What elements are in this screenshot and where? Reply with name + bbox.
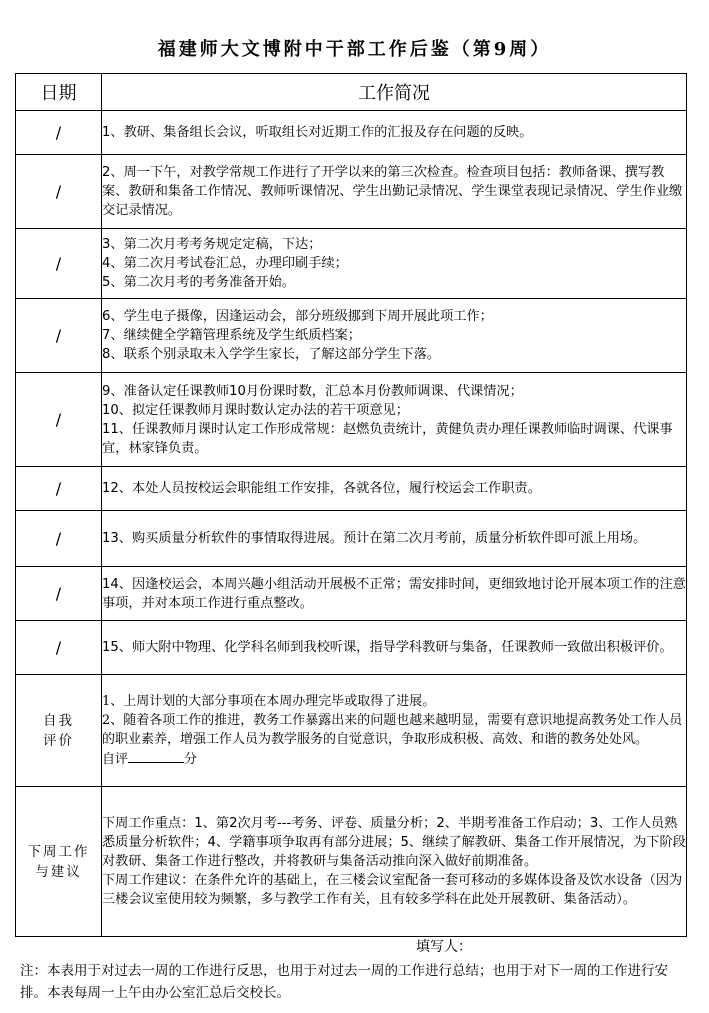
row-date: / bbox=[16, 511, 102, 567]
table-row bbox=[16, 467, 687, 511]
work-log-table bbox=[15, 73, 687, 937]
row-line: 9、准备认定任课教师10月份课时数，汇总本月份教师调课、代课情况； bbox=[102, 383, 523, 399]
table-row bbox=[16, 511, 687, 567]
table-row bbox=[16, 299, 687, 373]
row-line: 7、继续健全学籍管理系统及学生纸质档案； bbox=[102, 328, 361, 343]
row-content bbox=[102, 229, 687, 299]
row-content bbox=[102, 567, 687, 621]
row-line: 6、学生电子摄像，因逢运动会，部分班级挪到下周开展此项工作； bbox=[102, 309, 493, 324]
next-week-label bbox=[16, 787, 102, 937]
row-line: 8、联系个别录取未入学学生家长，了解这部分学生下落。 bbox=[102, 347, 441, 362]
filled-by-label: 填写人： bbox=[416, 939, 472, 955]
row-line: 15、师大附中物理、化学科名师到我校听课，指导学科教研与集备，任课教师一致做出积极评价。 bbox=[102, 640, 673, 655]
next-week-line: 下周工作重点：1、第2次月考---考务、评卷、质量分析；2、半期考准备工作启动；3、工作人员熟悉质量分析软件；4、学籍事项争取再有部分进展；5、继续了解教研、集备工作开展情况，为下阶段对教研、集备工作进行整改，并将教研与集备活动推向深入做好前期准备。 bbox=[102, 816, 686, 869]
self-evaluation-label-line: 评价 bbox=[43, 732, 74, 749]
row-line: 11、任课教师月课时认定工作形成常规：赵燃负责统计，黄健负责办理任课教师临时调课、代课事宜，林家锋负责。 bbox=[102, 421, 673, 456]
row-line: 2、周一下午，对教学常规工作进行了开学以来的第三次检查。检查项目包括：教师备课、撰写教案、教研和集备工作情况、教师听课情况、学生出勤记录情况、学生课堂表现记录情况、学生作业缴交记录情况。 bbox=[102, 165, 683, 218]
table-row bbox=[16, 621, 687, 675]
self-score-blank[interactable] bbox=[128, 749, 184, 763]
row-content bbox=[102, 511, 687, 567]
next-week-row bbox=[16, 787, 687, 937]
self-evaluation-content bbox=[102, 675, 687, 787]
next-week-content bbox=[102, 787, 687, 937]
row-line: 1、教研、集备组长会议，听取组长对近期工作的汇报及存在问题的反映。 bbox=[102, 125, 533, 140]
row-content bbox=[102, 155, 687, 229]
footer-note: 注：本表用于对过去一周的工作进行反思，也用于对过去一周的工作进行总结；也用于对下一周的工作进行安排。本表每周一上午由办公室汇总后交校长。 bbox=[20, 963, 668, 1001]
table-row bbox=[16, 155, 687, 229]
row-date: / bbox=[16, 467, 102, 511]
self-score-line bbox=[102, 749, 686, 769]
table-header-row bbox=[16, 74, 687, 111]
row-line: 13、购买质量分析软件的事情取得进展。预计在第二次月考前，质量分析软件即可派上用场。 bbox=[102, 531, 647, 546]
row-date: / bbox=[16, 155, 102, 229]
self-score-prefix: 自评 bbox=[102, 752, 129, 767]
row-date: / bbox=[16, 299, 102, 373]
row-line: 10、拟定任课教师月课时数认定办法的若干项意见； bbox=[102, 402, 409, 418]
self-evaluation-label-line: 自我 bbox=[43, 712, 74, 729]
row-line: 14、因逢校运会，本周兴趣小组活动开展极不正常；需安排时间，更细致地讨论开展本项工作的注意事项，并对本项工作进行重点整改。 bbox=[102, 576, 686, 611]
row-line: 12、本处人员按校运会职能组工作安排，各就各位，履行校运会工作职责。 bbox=[102, 481, 541, 496]
next-week-label-line: 与建议 bbox=[35, 863, 82, 880]
table-row bbox=[16, 373, 687, 467]
next-week-line: 下周工作建议：在条件允许的基础上，在三楼会议室配备一套可移动的多媒体设备及饮水设备（因为三楼会议室使用较为频繁，多与教学工作有关，且有较多学科在此处开展教研、集备活动）。 bbox=[102, 873, 683, 907]
table-row bbox=[16, 567, 687, 621]
row-date: / bbox=[16, 111, 102, 155]
row-line: 5、第二次月考的考务准备开始。 bbox=[102, 275, 296, 290]
row-date: / bbox=[16, 373, 102, 467]
next-week-label-line: 下周工作 bbox=[27, 843, 90, 860]
row-line: 3、第二次月考考务规定定稿，下达； bbox=[102, 237, 322, 252]
row-content bbox=[102, 373, 687, 467]
row-content bbox=[102, 467, 687, 511]
table-row bbox=[16, 229, 687, 299]
row-content bbox=[102, 111, 687, 155]
page-title: 福建师大文博附中干部工作后鉴（第9周） bbox=[157, 39, 552, 60]
header-date: 日期 bbox=[16, 74, 102, 111]
row-date: / bbox=[16, 229, 102, 299]
self-score-suffix: 分 bbox=[184, 752, 198, 767]
row-content bbox=[102, 621, 687, 675]
self-evaluation-label bbox=[16, 675, 102, 787]
table-row bbox=[16, 111, 687, 155]
row-date: / bbox=[16, 567, 102, 621]
self-evaluation-line: 1、上周计划的大部分事项在本周办理完毕或取得了进展。 bbox=[102, 694, 436, 709]
row-date: / bbox=[16, 621, 102, 675]
row-content bbox=[102, 299, 687, 373]
row-line: 4、第二次月考试卷汇总，办理印刷手续； bbox=[102, 256, 348, 271]
header-work-summary: 工作简况 bbox=[102, 74, 687, 111]
self-evaluation-row bbox=[16, 675, 687, 787]
self-evaluation-line: 2、随着各项工作的推进，教务工作暴露出来的问题也越来越明显，需要有意识地提高教务处工作人员的职业素养，增强工作人员为教学服务的自觉意识，争取形成积极、高效、和谐的教务处处风。 bbox=[102, 713, 683, 747]
